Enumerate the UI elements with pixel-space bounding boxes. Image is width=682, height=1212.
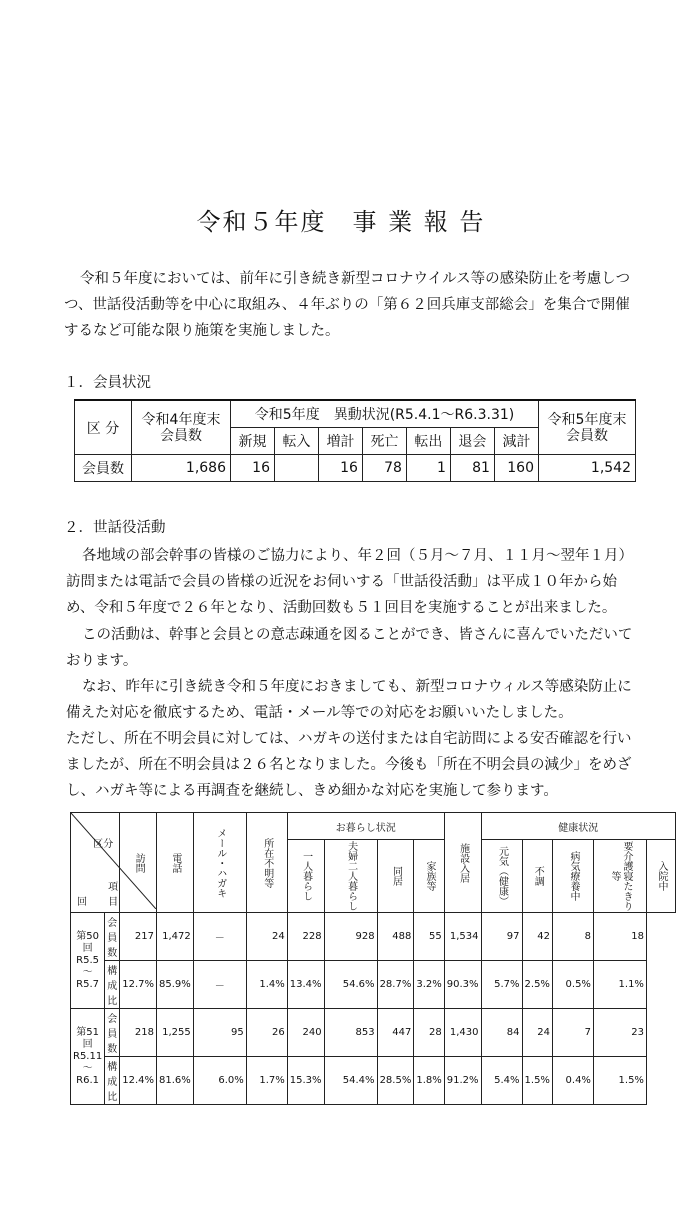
col-header-unknown [246, 813, 287, 913]
cell-value: 42 [522, 913, 552, 961]
col-header-living-alone [287, 840, 324, 913]
row-item-label: 構成比 [105, 1057, 120, 1105]
col-header-unknown-text: 所在不明等 [261, 837, 273, 888]
cell-value: 3.2% [414, 961, 444, 1009]
cell-value: 85.9% [157, 961, 194, 1009]
row-item-label: 構成比 [105, 961, 120, 1009]
cell-value: 13.4% [287, 961, 324, 1009]
end-count-value: 1,542 [539, 455, 636, 482]
cell-value: 1,534 [444, 913, 481, 961]
cell-value: 5.7% [481, 961, 522, 1009]
cell-value: 24 [246, 913, 287, 961]
sub-header-transfer-out: 転出 [406, 428, 450, 455]
activity-paragraph-2: この活動は、幹事と会員との意志疎通を図ることができ、皆さんに喜んでいただいております。 [66, 627, 633, 669]
sub-header-withdrawal: 退会 [450, 428, 494, 455]
cell-value: － [193, 913, 246, 961]
value-withdrawal: 81 [450, 455, 494, 482]
value-decrease-total: 160 [494, 455, 538, 482]
col-header-health-hospital-text: 入院中 [655, 861, 667, 891]
col-header-visit-text: 訪問 [133, 852, 145, 873]
cell-value: 23 [593, 1009, 646, 1057]
col-header-living-alone-text: 一人暮らし [300, 851, 312, 901]
cell-value: 7 [552, 1009, 593, 1057]
sub-header-death: 死亡 [362, 428, 406, 455]
row-item-label: 会員数 [105, 913, 120, 961]
col-header-living-couple-text: 夫婦二人暮らし [345, 841, 357, 911]
col-header-health-good [481, 840, 522, 913]
cell-value: 91.2% [444, 1057, 481, 1105]
cell-value: 240 [287, 1009, 324, 1057]
col-header-health-sick-text: 病気療養中 [567, 851, 579, 901]
row-label: 会員数 [75, 455, 132, 482]
cell-value: 12.4% [120, 1057, 157, 1105]
section2-heading: ２．世話役活動 [64, 520, 166, 536]
round-cell [71, 913, 105, 1009]
cell-value: 8 [552, 913, 593, 961]
cell-value: 0.5% [552, 961, 593, 1009]
cell-value: 853 [324, 1009, 377, 1057]
cell-value: 15.3% [287, 1057, 324, 1105]
cell-value: 6.0% [193, 1057, 246, 1105]
cell-value: 1.5% [593, 1057, 646, 1105]
cell-value: 218 [120, 1009, 157, 1057]
col-header-living-together-text: 同居 [390, 866, 402, 886]
value-increase-total: 16 [318, 455, 362, 482]
value-transfer-in [274, 455, 318, 482]
cell-value: 1,472 [157, 913, 194, 961]
sub-header-decrease-total: 減計 [494, 428, 538, 455]
value-death: 78 [362, 455, 406, 482]
activity-paragraph-3: なお、昨年に引き続き令和５年度におきましても、新型コロナウィルス等感染防止に備えた対応を徹底するため、電話・メール等での対応をお願いいたしました。 [66, 679, 632, 721]
cell-value: 217 [120, 913, 157, 961]
sub-header-new: 新規 [231, 428, 275, 455]
cell-value: 18 [593, 913, 646, 961]
kubun-header: 区 分 [75, 400, 132, 455]
cell-value: － [193, 961, 246, 1009]
cell-value: 81.6% [157, 1057, 194, 1105]
table-row [71, 913, 676, 961]
round-period: R5.5～R5.7 [76, 954, 100, 990]
table-row [71, 1009, 676, 1057]
cell-value: 84 [481, 1009, 522, 1057]
col-header-health-poor-text: 不調 [532, 866, 544, 886]
col-header-mail-text: メール・ハガキ [214, 827, 226, 898]
cell-value: 26 [246, 1009, 287, 1057]
cell-value: 97 [481, 913, 522, 961]
col-header-facility [444, 813, 481, 913]
cell-value: 1.8% [414, 1057, 444, 1105]
col-header-health-sick [552, 840, 593, 913]
cell-value: 1,255 [157, 1009, 194, 1057]
activity-results-table [70, 812, 676, 1105]
cell-value: 228 [287, 913, 324, 961]
diag-label-item: 項目 [108, 882, 119, 908]
diagonal-header-cell [71, 813, 120, 913]
end-count-header: 令和5年度末 会員数 [539, 400, 636, 455]
cell-value: 447 [377, 1009, 414, 1057]
col-header-health-hospital [646, 840, 675, 913]
cell-value: 54.6% [324, 961, 377, 1009]
cell-value: 1.4% [246, 961, 287, 1009]
cell-value: 1.1% [593, 961, 646, 1009]
table-row [71, 1057, 676, 1105]
col-header-phone-text: 電話 [169, 852, 181, 873]
col-header-health-poor [522, 840, 552, 913]
col-header-health-good-text: 元気（健康） [496, 846, 508, 906]
cell-value: 928 [324, 913, 377, 961]
round-label: 第50回 [76, 930, 99, 954]
cell-value: 95 [193, 1009, 246, 1057]
cell-value: 28 [414, 1009, 444, 1057]
intro-paragraph: 令和５年度においては、前年に引き続き新型コロナウイルス等の感染防止を考慮しつつ、世話役活動等を中心に取組み、４年ぶりの「第６２回兵庫支部総会」を集合で開催するなど可能な限り施策を実施しました。 [64, 271, 631, 339]
cell-value: 2.5% [522, 961, 552, 1009]
col-header-health-care [593, 840, 646, 913]
cell-value: 28.7% [377, 961, 414, 1009]
cell-value: 54.4% [324, 1057, 377, 1105]
cell-value: 0.4% [552, 1057, 593, 1105]
sub-header-transfer-in: 転入 [274, 428, 318, 455]
cell-value: 5.4% [481, 1057, 522, 1105]
cell-value: 1,430 [444, 1009, 481, 1057]
page-title: 令和５年度 事 業 報 告 [196, 208, 486, 236]
cell-value: 24 [522, 1009, 552, 1057]
change-header: 令和5年度 異動状況(R5.4.1～R6.3.31) [231, 400, 539, 428]
activity-paragraph-1: 各地域の部会幹事の皆様のご協力により、年２回（５月～７月、１１月～翌年１月）訪問または電話で会員の皆様の近況をお伺いする「世話役活動」は平成１０年から始め、令和５年度で２６年となり、活動回数も５１回目を実施することが出来ました。 [66, 548, 633, 616]
group-header-health: 健康状況 [481, 813, 675, 840]
prev-count-value: 1,686 [132, 455, 231, 482]
col-header-mail [193, 813, 246, 913]
value-new: 16 [231, 455, 275, 482]
prev-count-header: 令和4年度末 会員数 [132, 400, 231, 455]
sub-header-increase-total: 増計 [318, 428, 362, 455]
col-header-living-family [414, 840, 444, 913]
group-header-living: お暮らし状況 [287, 813, 444, 840]
section1-heading: １．会員状況 [64, 375, 151, 391]
col-header-living-family-text: 家族等 [424, 861, 436, 891]
cell-value: 28.5% [377, 1057, 414, 1105]
round-period: R5.11～R6.1 [73, 1050, 103, 1086]
row-item-label: 会員数 [105, 1009, 120, 1057]
col-header-phone [157, 813, 194, 913]
member-status-table [74, 399, 636, 482]
cell-value: 1.5% [522, 1057, 552, 1105]
activity-paragraph-4: ただし、所在不明会員に対しては、ハガキの送付または自宅訪問による安否確認を行いましたが、所在不明会員は２６名となりました。今後も「所在不明会員の減少」をめざし、ハガキ等による再調査を継続し、きめ細かな対応を実施して参ります。 [66, 731, 632, 799]
diag-label-round: 回 [77, 897, 87, 908]
cell-value: 12.7% [120, 961, 157, 1009]
cell-value: 55 [414, 913, 444, 961]
round-cell [71, 1009, 105, 1105]
table-row [71, 961, 676, 1009]
col-header-health-care-text: 要介護寝たきり等 [608, 841, 632, 911]
cell-value: 488 [377, 913, 414, 961]
col-header-facility-text: 施設入居 [457, 842, 469, 883]
cell-value: 1.7% [246, 1057, 287, 1105]
value-transfer-out: 1 [406, 455, 450, 482]
col-header-living-couple [324, 840, 377, 913]
col-header-living-together [377, 840, 414, 913]
diag-label-category: 区分 [93, 839, 114, 850]
round-label: 第51回 [76, 1026, 99, 1050]
cell-value: 90.3% [444, 961, 481, 1009]
